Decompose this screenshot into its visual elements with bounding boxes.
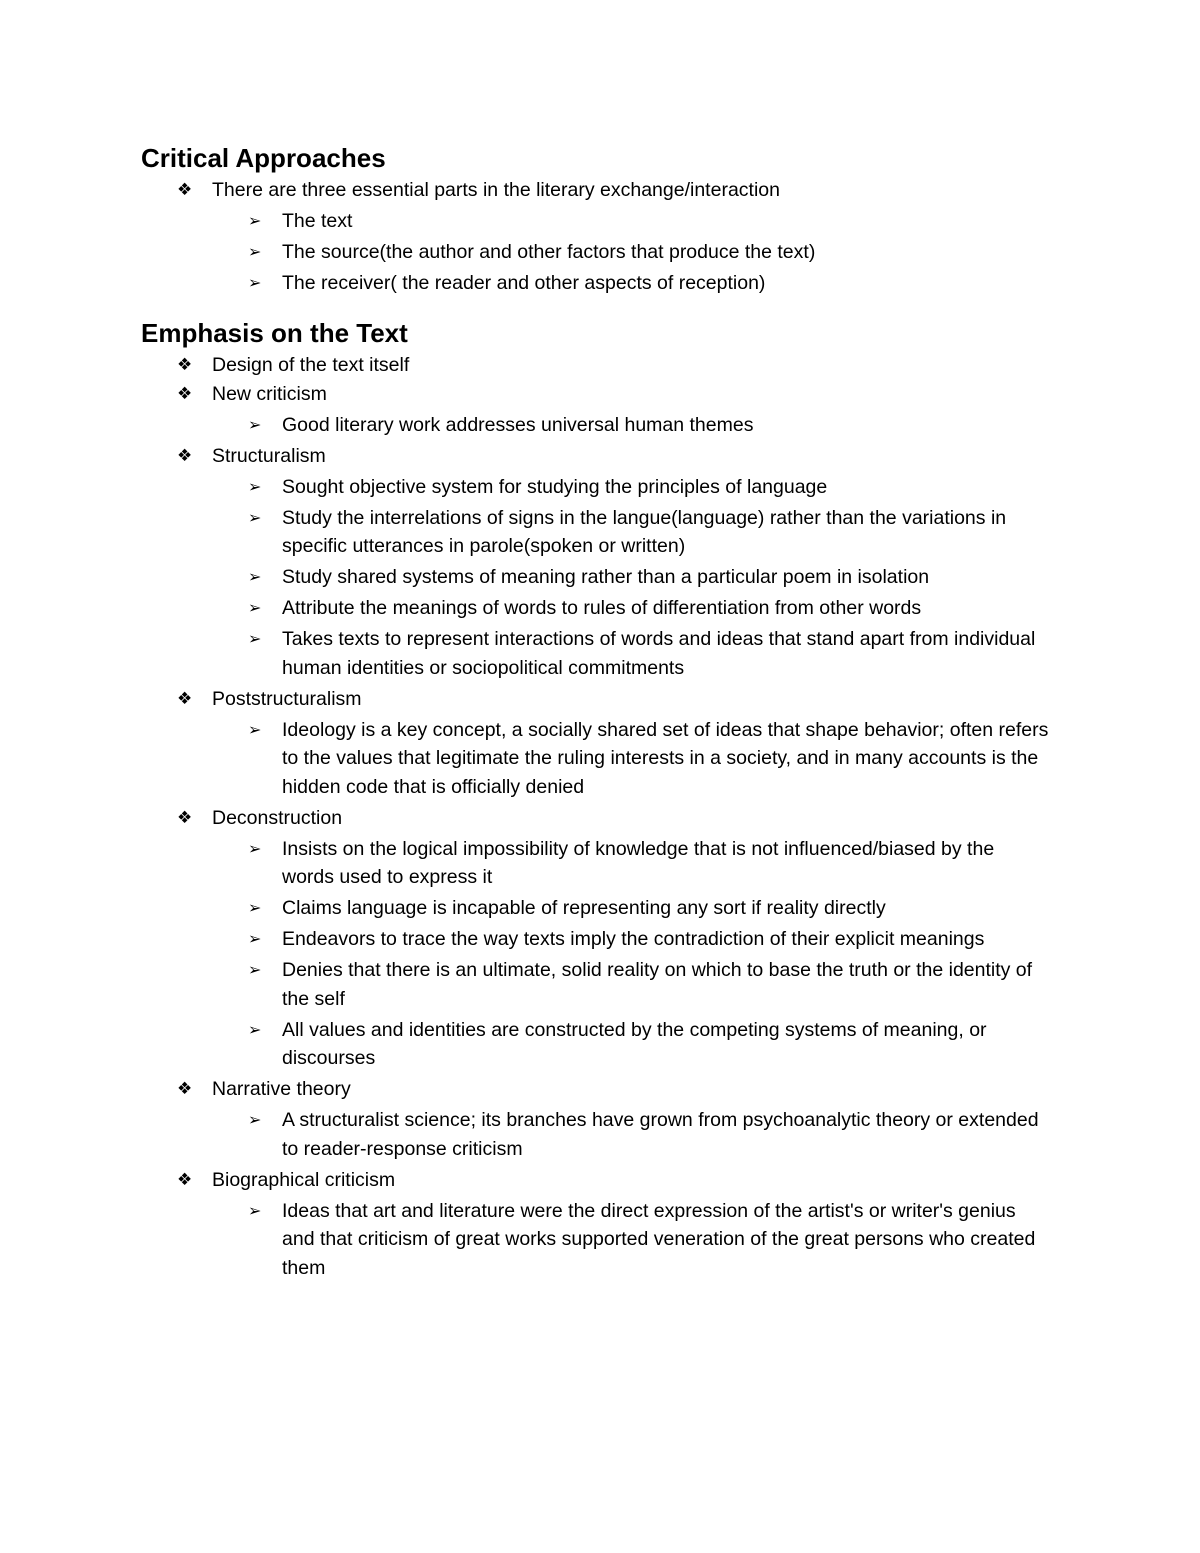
arrow-bullet-icon: ➢ — [248, 476, 262, 496]
sub-bullet-list — [212, 1106, 1051, 1163]
arrow-bullet-icon: ➢ — [248, 719, 262, 739]
sub-list-item — [141, 269, 1051, 298]
list-item — [141, 1166, 1051, 1283]
sub-bullet-list — [212, 835, 1051, 1073]
diamond-bullet-icon: ❖ — [177, 807, 193, 828]
arrow-bullet-icon: ➢ — [248, 629, 262, 648]
diamond-bullet-icon: ❖ — [177, 383, 193, 404]
sub-list-item-text: Study shared systems of meaning rather than a particular poem in isolation — [282, 566, 930, 588]
diamond-bullet-icon: ❖ — [177, 1169, 193, 1190]
list-item-text: There are three essential parts in the literary exchange/interaction — [212, 179, 780, 201]
sub-list-item — [141, 411, 1051, 440]
arrow-bullet-icon: ➢ — [248, 1019, 262, 1039]
list-item-text: New criticism — [212, 382, 327, 405]
list-item-text: Narrative theory — [212, 1078, 351, 1100]
section-critical-approaches — [141, 140, 1051, 298]
arrow-bullet-icon: ➢ — [248, 838, 262, 858]
section-heading: Emphasis on the Text — [141, 317, 408, 348]
arrow-bullet-icon: ➢ — [248, 960, 262, 979]
sub-list-item — [141, 835, 1051, 892]
sub-list-item-text: All values and identities are constructed by the competing systems of meaning, or discourses — [282, 1018, 987, 1069]
diamond-bullet-icon: ❖ — [177, 354, 193, 375]
list-item-text: Design of the text itself — [212, 353, 410, 376]
arrow-bullet-icon: ➢ — [248, 567, 262, 586]
sub-list-item-text: Attribute the meanings of words to rules of differentiation from other words — [282, 597, 922, 619]
sub-bullet-list — [212, 411, 1051, 440]
sub-list-item — [141, 1197, 1051, 1283]
sub-bullet-list — [212, 473, 1051, 683]
arrow-bullet-icon: ➢ — [248, 507, 262, 527]
sub-list-item — [141, 925, 1051, 954]
arrow-bullet-icon: ➢ — [248, 598, 262, 617]
sub-bullet-list — [212, 207, 1051, 298]
list-item — [141, 442, 1051, 683]
sub-list-item-text: A structuralist science; its branches have grown from psychoanalytic theory or extended to reader-response criticism — [282, 1109, 1039, 1160]
sub-list-item — [141, 238, 1051, 267]
diamond-bullet-icon: ❖ — [177, 1079, 193, 1099]
arrow-bullet-icon: ➢ — [248, 929, 262, 948]
list-item-text: Biographical criticism — [212, 1168, 396, 1191]
sub-list-item-text: The receiver( the reader and other aspects of reception) — [282, 272, 766, 294]
sub-list-item-text: Endeavors to trace the way texts imply the contradiction of their explicit meanings — [282, 928, 985, 950]
list-item-text: Deconstruction — [212, 806, 343, 829]
sub-list-item — [141, 956, 1051, 1013]
sub-list-item-text: Study the interrelations of signs in the langue(language) rather than the variations in specific utterances in parole(spoken or written) — [282, 506, 1007, 557]
sub-list-item-text: Insists on the logical impossibility of knowledge that is not influenced/biased by the words used to express it — [282, 837, 995, 888]
sub-list-item-text: Denies that there is an ultimate, solid reality on which to base the truth or the identity of the self — [282, 959, 1033, 1010]
section-emphasis-on-the-text — [141, 315, 1051, 1283]
section-heading: Critical Approaches — [141, 143, 386, 173]
sub-list-item-text: Good literary work addresses universal human themes — [282, 413, 754, 436]
bullet-list — [141, 176, 1051, 298]
arrow-bullet-icon: ➢ — [248, 414, 262, 434]
bullet-list — [141, 351, 1051, 1283]
arrow-bullet-icon: ➢ — [248, 211, 262, 230]
list-item-text: Poststructuralism — [212, 687, 362, 710]
document-page — [141, 140, 1051, 1285]
list-item — [141, 351, 1051, 380]
sub-list-item — [141, 563, 1051, 592]
sub-list-item — [141, 1106, 1051, 1163]
sub-list-item — [141, 1016, 1051, 1073]
sub-list-item-text: Claims language is incapable of representing any sort if reality directly — [282, 897, 886, 919]
arrow-bullet-icon: ➢ — [248, 242, 262, 261]
sub-list-item — [141, 504, 1051, 561]
sub-list-item-text: Ideas that art and literature were the direct expression of the artist's or writer's genius and that criticism of great works supported veneration of the great persons who created them — [282, 1199, 1036, 1279]
sub-list-item — [141, 594, 1051, 623]
sub-list-item — [141, 207, 1051, 236]
list-item — [141, 685, 1051, 802]
sub-bullet-list — [212, 1197, 1051, 1283]
sub-list-item — [141, 894, 1051, 923]
list-item — [141, 1075, 1051, 1163]
sub-bullet-list — [212, 716, 1051, 802]
diamond-bullet-icon: ❖ — [177, 445, 193, 466]
sub-list-item-text: The text — [282, 210, 353, 232]
sub-list-item — [141, 716, 1051, 802]
list-item — [141, 804, 1051, 1073]
sub-list-item-text: Takes texts to represent interactions of words and ideas that stand apart from individual human identities or sociopolitical commitments — [282, 628, 1036, 679]
list-item — [141, 380, 1051, 440]
arrow-bullet-icon: ➢ — [248, 898, 262, 917]
sub-list-item — [141, 625, 1051, 682]
diamond-bullet-icon: ❖ — [177, 180, 193, 200]
sub-list-item-text: The source(the author and other factors that produce the text) — [282, 241, 816, 263]
arrow-bullet-icon: ➢ — [248, 1200, 262, 1220]
sub-list-item — [141, 473, 1051, 502]
diamond-bullet-icon: ❖ — [177, 688, 193, 709]
arrow-bullet-icon: ➢ — [248, 273, 262, 292]
list-item — [141, 176, 1051, 298]
sub-list-item-text: Sought objective system for studying the principles of language — [282, 475, 828, 498]
sub-list-item-text: Ideology is a key concept, a socially shared set of ideas that shape behavior; often refers to the values that legitimate the ruling interests in a society, and in many accounts is the hidden code that is officially denied — [282, 718, 1049, 798]
arrow-bullet-icon: ➢ — [248, 1110, 262, 1129]
list-item-text: Structuralism — [212, 444, 326, 467]
